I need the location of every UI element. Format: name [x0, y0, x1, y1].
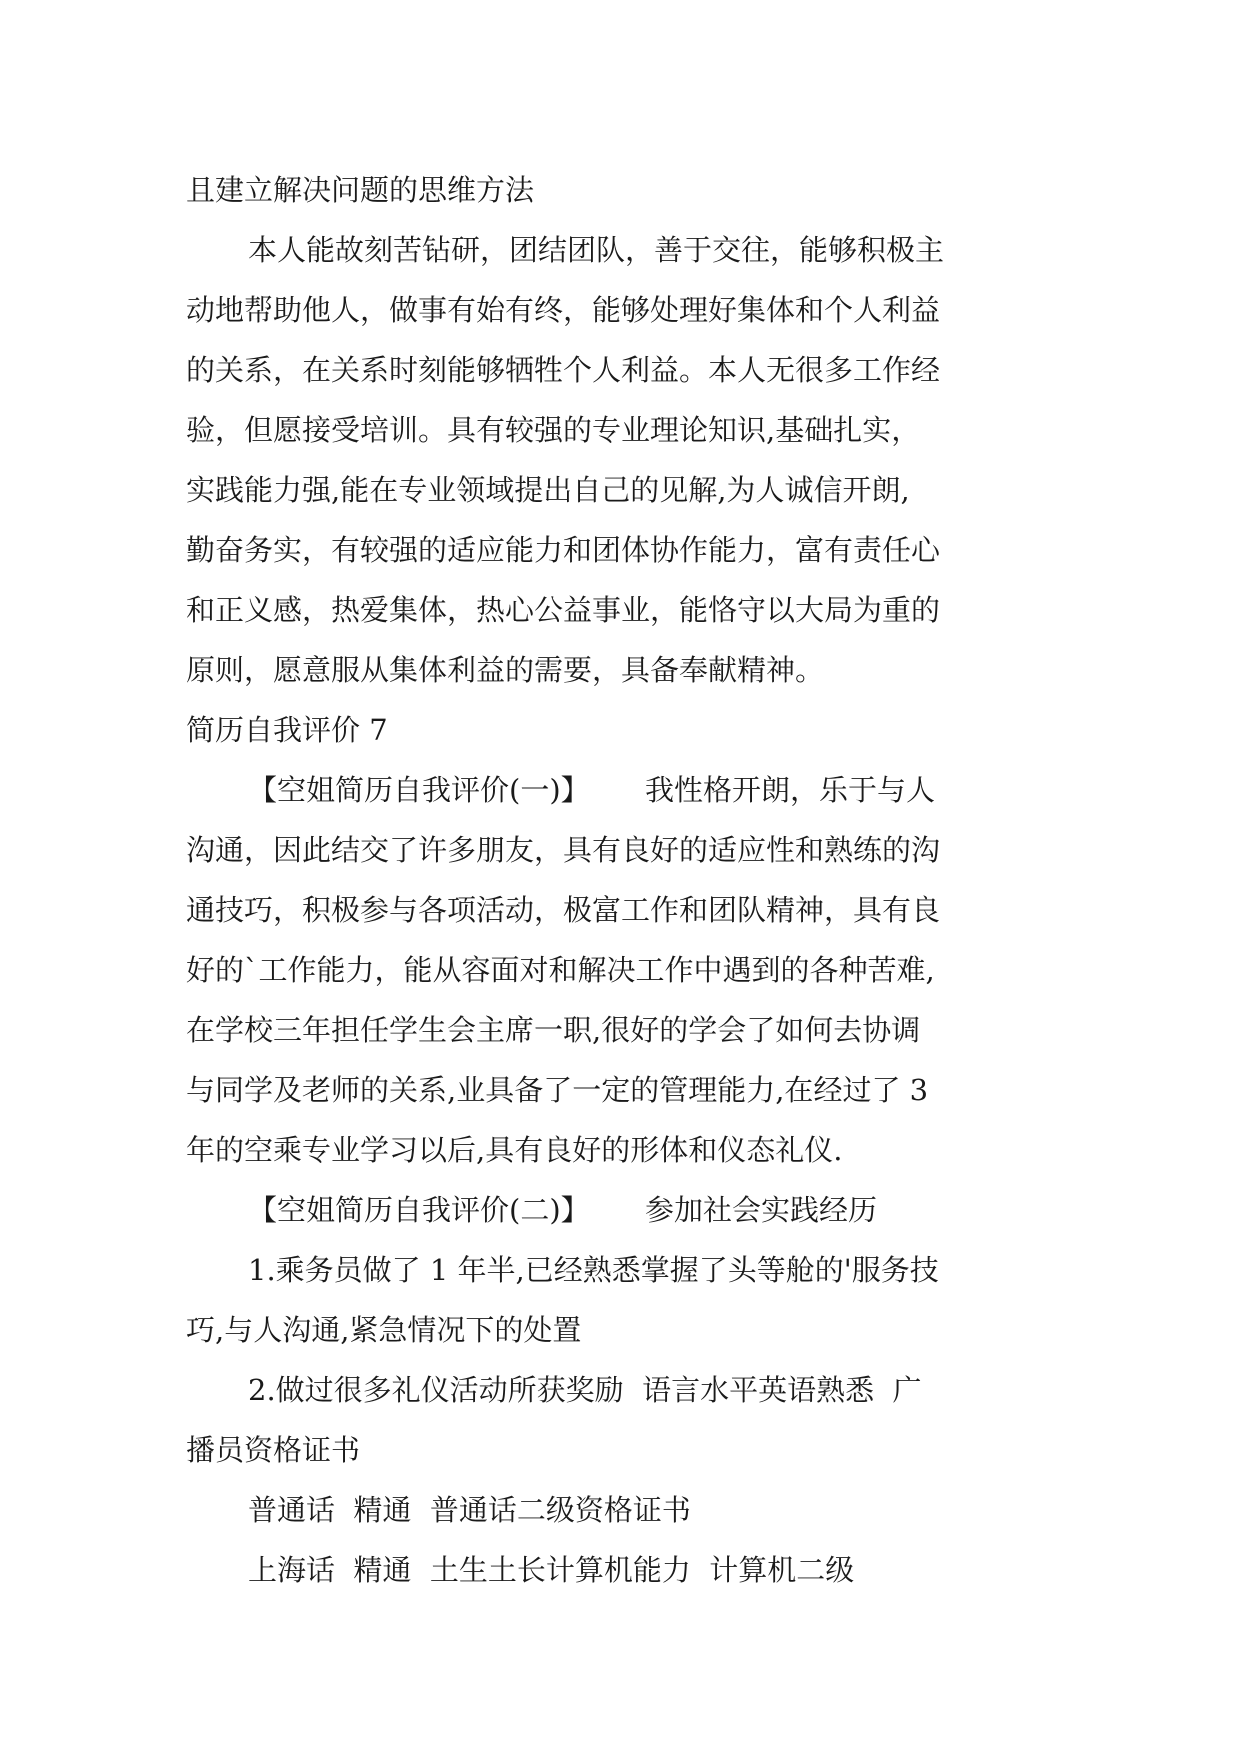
list-item: 1.乘务员做了 1 年半,已经熟悉掌握了头等舱的'服务技	[248, 1253, 939, 1287]
paragraph-line: 巧,与人沟通,紧急情况下的处置	[186, 1313, 582, 1347]
paragraph-line: 动地帮助他人，做事有始有终，能够处理好集体和个人利益	[186, 293, 941, 327]
paragraph-line: 且建立解决问题的思维方法	[186, 173, 535, 207]
paragraph-line: 播员资格证书	[186, 1433, 361, 1467]
paragraph-line: 通技巧，积极参与各项活动，极富工作和团队精神，具有良	[186, 893, 941, 927]
paragraph-line: 在学校三年担任学生会主席一职,很好的学会了如何去协调	[186, 1013, 921, 1047]
list-item: 2.做过很多礼仪活动所获奖励 语言水平英语熟悉 广	[248, 1373, 922, 1407]
paragraph-line: 普通话 精通 普通话二级资格证书	[248, 1493, 691, 1527]
paragraph-line: 沟通，因此结交了许多朋友，具有良好的适应性和熟练的沟	[186, 833, 941, 867]
paragraph-line: 原则，愿意服从集体利益的需要，具备奉献精神。	[186, 653, 825, 687]
paragraph-line: 验，但愿接受培训。具有较强的专业理论知识,基础扎实，	[186, 413, 921, 447]
paragraph-line: 好的`工作能力，能从容面对和解决工作中遇到的各种苦难,	[186, 953, 935, 987]
paragraph-line: 上海话 精通 土生土长计算机能力 计算机二级	[248, 1553, 855, 1587]
paragraph-line: 勤奋务实，有较强的适应能力和团体协作能力，富有责任心	[186, 533, 941, 567]
paragraph-line: 和正义感，热爱集体，热心公益事业，能恪守以大局为重的	[186, 593, 941, 627]
section-heading: 简历自我评价 7	[186, 713, 388, 747]
paragraph-line: 的关系，在关系时刻能够牺牲个人利益。本人无很多工作经	[186, 353, 941, 387]
paragraph-line: 本人能故刻苦钻研，团结团队，善于交往，能够积极主	[248, 233, 945, 267]
paragraph-line: 【空姐简历自我评价(二)】 参加社会实践经历	[248, 1193, 877, 1227]
paragraph-line: 年的空乘专业学习以后,具有良好的形体和仪态礼仪.	[186, 1133, 843, 1167]
paragraph-line: 【空姐简历自我评价(一)】 我性格开朗，乐于与人	[248, 773, 935, 807]
paragraph-line: 实践能力强,能在专业领域提出自己的见解,为人诚信开朗,	[186, 473, 910, 507]
paragraph-line: 与同学及老师的关系,业具备了一定的管理能力,在经过了 3	[186, 1073, 929, 1107]
document-page	[186, 160, 1066, 1600]
